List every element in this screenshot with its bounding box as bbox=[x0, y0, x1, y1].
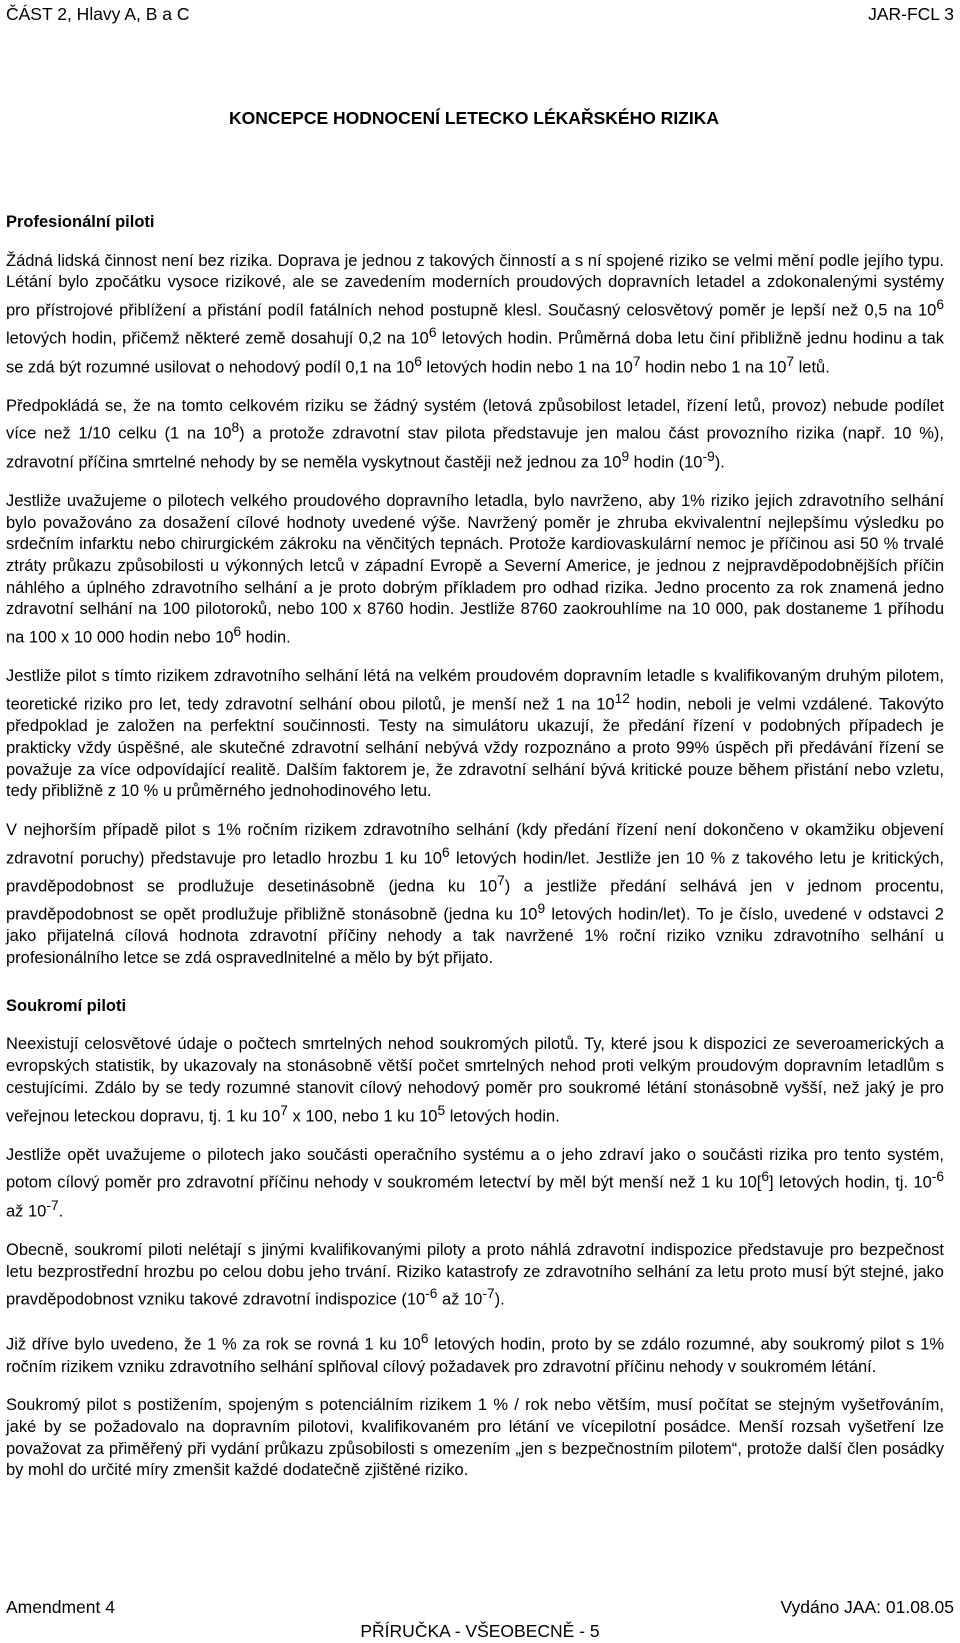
paragraph: Jestliže uvažujeme o pilotech velkého proudového dopravního letadla, bylo navrženo, aby 1% riziko jejich zdravotního selhání bylo považováno za dosažení cílové hodnoty uvedené výše. Navržený poměr je zhruba ekvivalentní nejlepšímu výsledku po srdečním infarktu nebo chirurgickém zákroku na věnčitých tepnách. Protože kardiovaskulární nemoc je příčinou asi 50 % trvalé ztráty průkazu způsobilosti u výkonných letců v západní Evropě a Severní Americe, je jednou z nejpravděpodobnějších příčin náhlého a úplného zdravotního selhání a je proto dobrým příkladem pro odhad rizika. Jedno procento za rok znamená jedno zdravotní selhání na 100 pilotoroků, nebo 100 x 8760 hodin. Jestliže 8760 zaokrouhlíme na 10 000, pak dostaneme 1 příhodu na 100 x 10 000 hodin nebo $10^6$ hodin. bbox=[6, 491, 944, 647]
page-title: KONCEPCE HODNOCENÍ LETECKO LÉKAŘSKÉHO RIZIKA bbox=[228, 108, 720, 128]
paragraph: Žádná lidská činnost není bez rizika. Doprava je jednou z takových činností a s ní spojené riziko se velmi mění podle jejího typu. Létání bylo zpočátku vysoce rizikové, ale se zavedením moderních proudových dopravních letadel a zdokonalenými systémy pro přístrojové přiblížení a přistání podíl fatálních nehod postupně klesl. Současný celosvětový poměr je lepší než 0,5 na $10^6$ letových hodin, přičemž některé země dosahují 0,2 na $10^6$ letových hodin. Průměrná doba letu činí přibližně jednu hodinu a tak se zdá být rozumné usilovat o nehodový podíl 0,1 na $10^6$ letových hodin nebo 1 na $10^7$ hodin nebo 1 na $10^7$ letů. bbox=[6, 251, 945, 377]
paragraph: Neexistují celosvětové údaje o počtech smrtelných nehod soukromých pilotů. Ty, které jsou k dispozici ze severoamerických a evropských statistik, by ukazovaly na stonásobně větší počet smrtelných nehod proti velkým proudovým dopravním letadlům s cestujícími. Zdálo by se tedy rozumné stanovit cílový nehodový poměr pro soukromé létání stonásobně vyšší, než jaký je pro veřejnou leteckou dopravu, tj. 1 ku $10^7$ x 100, nebo 1 ku $10^5$ letových hodin. bbox=[6, 1035, 944, 1125]
footer-page-label: PŘÍRUČKA - VŠEOBECNĚ - 5 bbox=[360, 1621, 600, 1641]
paragraph: Jestliže opět uvažujeme o pilotech jako součásti operačního systému a o jeho zdraví jako o součásti rizika pro tento systém, potom cílový poměr pro zdravotní příčinu nehody v soukromém letectví by měl být menší než 1 ku 10[$^6$] letových hodin, tj. $10^{-6}$ až $10^{-7}$. bbox=[6, 1145, 944, 1221]
section-heading-private: Soukromí piloti bbox=[6, 996, 127, 1015]
paragraph: Již dříve bylo uvedeno, že 1 % za rok se rovná 1 ku $10^6$ letových hodin, proto by se zdálo rozumné, aby soukromý pilot s 1% ročním rizikem vzniku zdravotního selhání splňoval cílový požadavek pro zdravotní příčinu nehody v soukromém létání. bbox=[6, 1331, 945, 1376]
header-part-label: ČÁST 2, Hlavy A, B a C bbox=[6, 4, 190, 24]
footer-issue-date: Vydáno JAA: 01.08.05 bbox=[780, 1597, 954, 1617]
header-doc-code: JAR-FCL 3 bbox=[868, 4, 954, 24]
paragraph: Soukromý pilot s postižením, spojeným s potenciálním rizikem 1 % / rok nebo větším, musí počítat se stejným vyšetřováním, jaké by se požadovalo na dopravním pilotovi, kvalifikovaném pro létání ve vícepilotní posádce. Menší rozsah vyšetření lze považovat za přiměřený při vydání průkazu způsobilosti s omezením „jen s bezpečnostním pilotem“, protože další člen posádky by mohl do určité míry zmenšit každé dodatečně zjištěné riziko. bbox=[6, 1396, 944, 1480]
section-heading-professional: Profesionální piloti bbox=[6, 213, 155, 231]
page-header bbox=[6, 4, 954, 30]
paragraph: V nejhorším případě pilot s 1% ročním rizikem zdravotního selhání (kdy předání řízení není dokončeno v okamžiku objevení zdravotní poruchy) představuje pro letadlo hrozbu 1 ku $10^6$ letových hodin/let. Jestliže jen 10 % z takového letu je kritických, pravděpodobnost se prodlužuje desetinásobně (jedna ku $10^7$) a jestliže předání selhává jen v jednom procentu, pravděpodobnost se opět prodlužuje přibližně stonásobně (jedna ku $10^9$ letových hodin/let). To je číslo, uvedené v odstavci 2 jako přijatelná cílová hodnota zdravotní příčiny nehody a tak navržené 1% roční riziko vzniku zdravotního selhání u profesionálního letce se zdá ospravedlnitelné a mělo by být přijato. bbox=[6, 820, 945, 967]
paragraph: Obecně, soukromí piloti nelétají s jinými kvalifikovanými piloty a proto náhlá zdravotní indispozice představuje pro bezpečnost letu bezprostřední hrozbu po celou dobu jeho trvání. Riziko katastrofy ze zdravotního selhání za letu proto musí být stejné, jako pravděpodobnost vzniku takové zdravotní indispozice ($10^{-6}$ až $10^{-7}$). bbox=[6, 1240, 944, 1309]
footer-amendment: Amendment 4 bbox=[6, 1597, 115, 1617]
paragraph: Jestliže pilot s tímto rizikem zdravotního selhání létá na velkém proudovém dopravním letadle s kvalifikovaným druhým pilotem, teoretické riziko pro let, tedy zdravotní selhání obou pilotů, je menší než 1 na $10^{12}$ hodin, neboli je velmi vzdálené. Takovýto předpoklad je založen na perfektní součinnosti. Testy na simulátoru ukazují, že předání řízení v podobných případech je prakticky vždy úspěšné, ale skutečné zdravotní selhání nebývá vždy rozpoznáno a proto 99% úspěch při předávání řízení se považuje za více odpovídající realitě. Dalším faktorem je, že zdravotní selhání bývá kritické pouze během přistání nebo vzletu, tedy přibližně z 10 % u průměrného jednohodinového letu. bbox=[6, 667, 944, 801]
main-content bbox=[6, 212, 944, 1499]
paragraph: Předpokládá se, že na tomto celkovém riziku se žádný systém (letová způsobilost letadel, řízení letů, provoz) nebude podílet více než 1/10 celku (1 na $10^8$) a protože zdravotní stav pilota představuje jen malou část provozního rizika (např. 10 %), zdravotní příčina smrtelné nehody by se neměla vyskytnout častěji než jednou za $10^9$ hodin $(10^{-9})$. bbox=[6, 396, 944, 472]
